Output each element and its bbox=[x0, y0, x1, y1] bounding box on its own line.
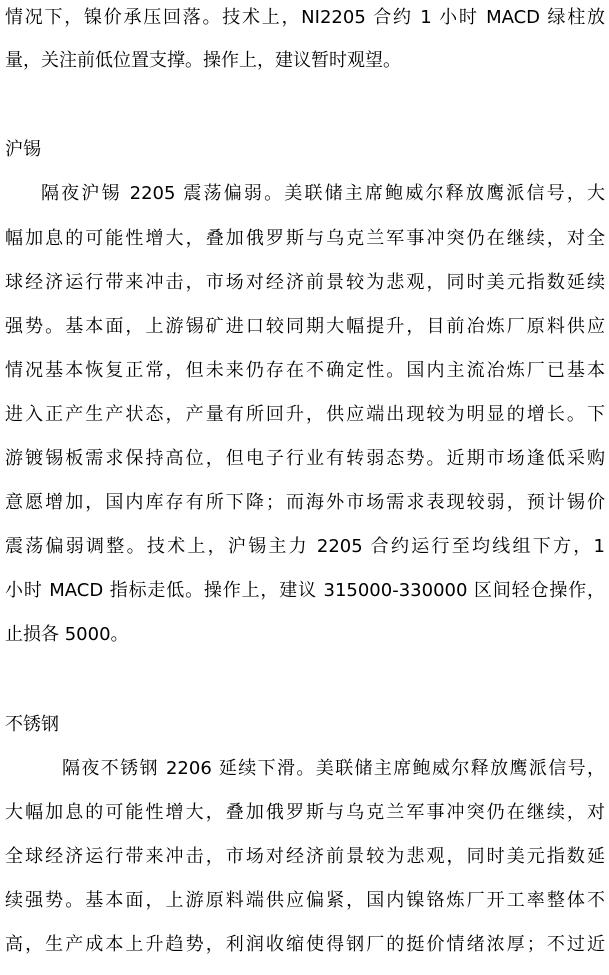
tin-line-10: 小时 MACD 指标走低。操作上，建议 315000-330000 区间轻仓操作， bbox=[5, 580, 605, 601]
tin-line-5: 情况基本恢复正常，但未来仍存在不确定性。国内主流冶炼厂已基本 bbox=[5, 360, 605, 381]
stainless-line-5: 高，生产成本上升趋势，利润收缩使得钢厂的挺价情绪浓厚；不过近 bbox=[5, 934, 605, 955]
tin-line-6: 进入正产生产状态，产量有所回升，供应端出现较为明显的增长。下 bbox=[5, 404, 605, 425]
tin-line-3: 球经济运行带来冲击，市场对经济前景较为悲观，同时美元指数延续 bbox=[5, 272, 605, 293]
tin-line-1: 隔夜沪锡 2205 震荡偏弱。美联储主席鲍威尔释放鹰派信号，大 bbox=[41, 183, 605, 204]
tin-line-9: 震荡偏弱调整。技术上，沪锡主力 2205 合约运行至均线组下方，1 bbox=[5, 536, 605, 557]
stainless-line-1: 隔夜不锈钢 2206 延续下滑。美联储主席鲍威尔释放鹰派信号， bbox=[62, 758, 605, 779]
stainless-line-2: 大幅加息的可能性增大，叠加俄罗斯与乌克兰军事冲突仍在继续，对 bbox=[5, 802, 605, 823]
intro-line-1: 情况下，镍价承压回落。技术上，NI2205 合约 1 小时 MACD 绿柱放 bbox=[5, 7, 605, 28]
tin-line-7: 游镀锡板需求保持高位，但电子行业有转弱态势。近期市场逢低采购 bbox=[5, 448, 605, 469]
stainless-line-4: 续强势。基本面，上游原料端供应偏紧，国内镍铬炼厂开工率整体不 bbox=[5, 890, 605, 911]
section-heading-stainless: 不锈钢 bbox=[5, 714, 59, 735]
tin-line-11: 止损各 5000。 bbox=[5, 624, 129, 645]
section-heading-tin: 沪锡 bbox=[5, 139, 41, 160]
intro-line-2: 量，关注前低位置支撑。操作上，建议暂时观望。 bbox=[5, 50, 401, 71]
tin-line-4: 强势。基本面，上游锡矿进口较同期大幅提升，目前冶炼厂原料供应 bbox=[5, 316, 605, 337]
stainless-line-3: 全球经济运行带来冲击，市场对经济前景较为悲观，同时美元指数延 bbox=[5, 846, 605, 867]
tin-line-8: 意愿增加，国内库存有所下降；而海外市场需求表现较弱，预计锡价 bbox=[5, 492, 605, 513]
tin-line-2: 幅加息的可能性增大，叠加俄罗斯与乌克兰军事冲突仍在继续，对全 bbox=[5, 228, 605, 249]
